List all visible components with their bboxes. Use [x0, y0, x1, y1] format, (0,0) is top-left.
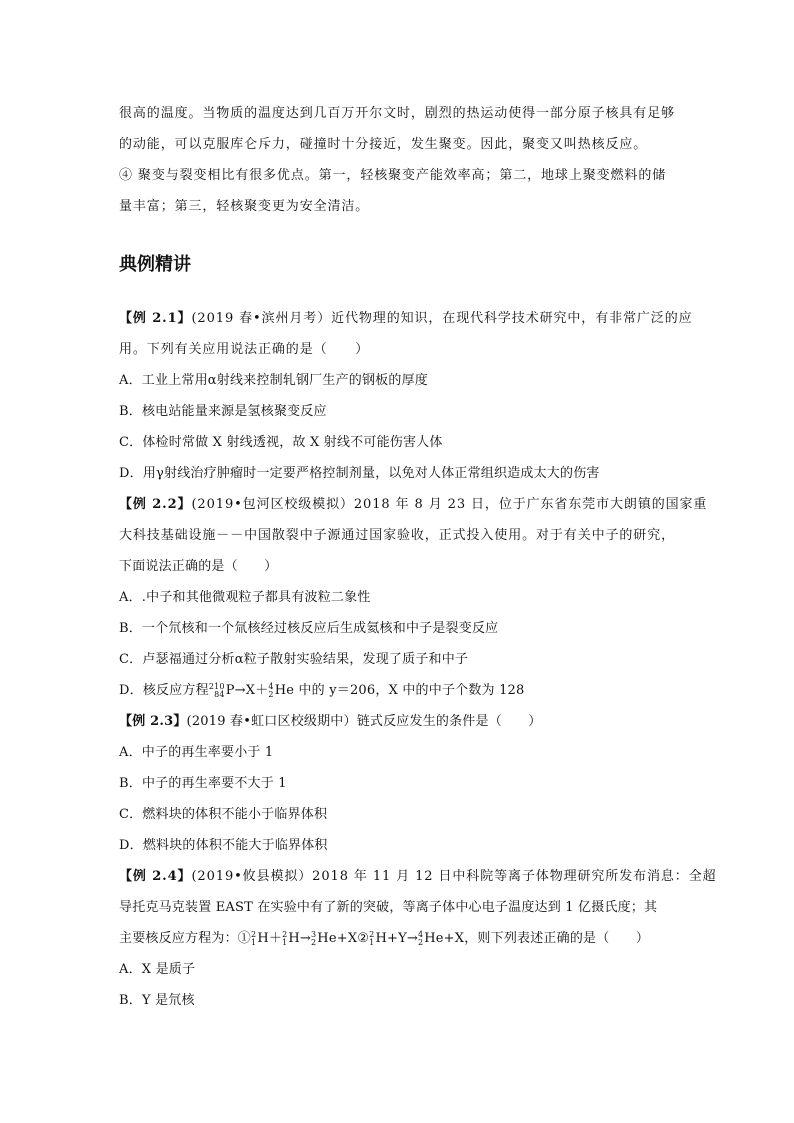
- h-mass-2: 2: [282, 929, 288, 939]
- q3-stem-line-1: [119, 713, 542, 731]
- q1-stem-1: (2019 春•滨州月考）近代物理的知识，在现代科学技术研究中，有非常广泛的应: [191, 311, 693, 326]
- he3-mass: 3: [311, 929, 317, 939]
- q2-stem-1: (2019•包河区校级模拟）2018 年 8 月 23 日，位于广东省东莞市大朗镇的国家重: [191, 497, 708, 512]
- q4-option-a: A．X 是质子: [119, 962, 196, 977]
- isotope-he3-indices: [311, 931, 316, 947]
- p-symbol: P: [225, 683, 235, 698]
- plus-y: +Y→: [386, 931, 418, 946]
- q2-stem-line-2: 大科技基础设施－－中国散裂中子源通过国家验收，正式投入使用。对于有关中子的研究，: [119, 528, 676, 543]
- section-title: 典例精讲: [119, 254, 191, 275]
- q4-eq-prefix: 主要核反应方程为：①: [119, 931, 252, 946]
- q2-d-suffix: 中的 y＝206，X 中的中子个数为 128: [294, 683, 525, 698]
- q2-option-a: A．.中子和其他微观粒子都具有波粒二象性: [119, 590, 371, 605]
- intro-line-3: ④ 聚变与裂变相比有很多优点。第一，轻核聚变产能效率高；第二，地球上聚变燃料的储: [119, 168, 667, 183]
- intro-line-2: 的动能，可以克服库仑斥力，碰撞时十分接近，发生聚变。因此，聚变又叫热核反应。: [119, 137, 648, 152]
- q1-stem-line-2: 用。下列有关应用说法正确的是（ ）: [119, 342, 370, 357]
- q2-option-d: [119, 682, 525, 700]
- q1-option-a: A．工业上常用α射线来控制轧钢厂生产的钢板的厚度: [119, 373, 428, 388]
- q1-option-b: B．核电站能量来源是氢核聚变反应: [119, 404, 327, 419]
- h-num-1: 1: [251, 937, 257, 947]
- p-atomic-number: 84: [214, 689, 225, 699]
- he4-num: 2: [417, 937, 424, 947]
- q1-tag: 【例 2.1】: [119, 311, 192, 326]
- isotope-h-indices-2: [282, 931, 287, 947]
- q4-stem-1: (2019•攸县模拟）2018 年 11 月 12 日中科院等离子体物理研究所发布消息：全超: [191, 869, 717, 884]
- q2-d-mid: →X＋: [234, 683, 269, 698]
- q3-option-a: A．中子的再生率要小于 1: [119, 745, 274, 760]
- he3-num: 2: [311, 937, 317, 947]
- isotope-he4-indices: [418, 931, 423, 947]
- he-mass-number: 4: [268, 681, 274, 691]
- plus-sign: ＋: [268, 931, 283, 946]
- h-symbol-2: H: [288, 931, 300, 946]
- plus-x: +X②: [336, 931, 370, 946]
- h-mass-3: 2: [369, 929, 375, 939]
- q4-tag: 【例 2.4】: [119, 869, 192, 884]
- q1-stem-line-1: [119, 310, 693, 328]
- he-atomic-number: 2: [268, 689, 274, 699]
- q3-stem-1: (2019 春•虹口区校级期中）链式反应发生的条件是（ ）: [186, 714, 542, 729]
- q2-stem-line-3: 下面说法正确的是（ ）: [119, 559, 278, 574]
- q2-option-b: B．一个氘核和一个氚核经过核反应后生成氦核和中子是裂变反应: [119, 621, 499, 636]
- q3-tag: 【例 2.3】: [119, 714, 187, 729]
- h-symbol-1: H: [257, 931, 269, 946]
- isotope-p-indices: [209, 683, 225, 699]
- h-mass-1: 2: [251, 929, 257, 939]
- q2-stem-line-1: [119, 496, 707, 514]
- h-num-2: 1: [282, 937, 288, 947]
- p-mass-number: 210: [208, 681, 225, 691]
- arrow-1: →: [299, 931, 311, 946]
- q4-equation-line: [119, 930, 649, 948]
- q3-option-c: C．燃料块的体积不能小于临界体积: [119, 807, 328, 822]
- q4-option-b: B．Y 是氘核: [119, 993, 195, 1008]
- intro-line-4: 量丰富；第三，轻核聚变更为安全清洁。: [119, 199, 370, 214]
- he-symbol: He: [274, 683, 295, 698]
- isotope-h-indices-1: [251, 931, 256, 947]
- q4-eq-suffix: He+X，则下列表述正确的是（ ）: [424, 931, 650, 946]
- h-num-3: 1: [369, 937, 375, 947]
- q4-stem-line-2: 导托克马克装置 EAST 在实验中有了新的突破，等离子体中心电子温度达到 1 亿摄氏度；其: [119, 900, 658, 915]
- isotope-he-indices: [268, 683, 273, 699]
- intro-line-1: 很高的温度。当物质的温度达到几百万开尔文时，剧烈的热运动使得一部分原子核具有足够: [119, 106, 676, 121]
- h-symbol-3: H: [375, 931, 387, 946]
- q3-option-b: B．中子的再生率要不大于 1: [119, 776, 287, 791]
- he4-mass: 4: [417, 929, 424, 939]
- q4-stem-line-1: [119, 868, 717, 886]
- q2-d-prefix: D．核反应方程: [119, 683, 209, 698]
- q3-option-d: D．燃料块的体积不能大于临界体积: [119, 838, 328, 853]
- q1-option-d: D．用γ射线治疗肿瘤时一定要严格控制剂量，以免对人体正常组织造成太大的伤害: [119, 466, 600, 481]
- he3-symbol: He: [317, 931, 337, 946]
- q2-option-c: C．卢瑟福通过分析α粒子散射实验结果，发现了质子和中子: [119, 652, 469, 667]
- isotope-h-indices-3: [369, 931, 374, 947]
- q1-option-c: C．体检时常做 X 射线透视，故 X 射线不可能伤害人体: [119, 435, 443, 450]
- q2-tag: 【例 2.2】: [119, 497, 192, 512]
